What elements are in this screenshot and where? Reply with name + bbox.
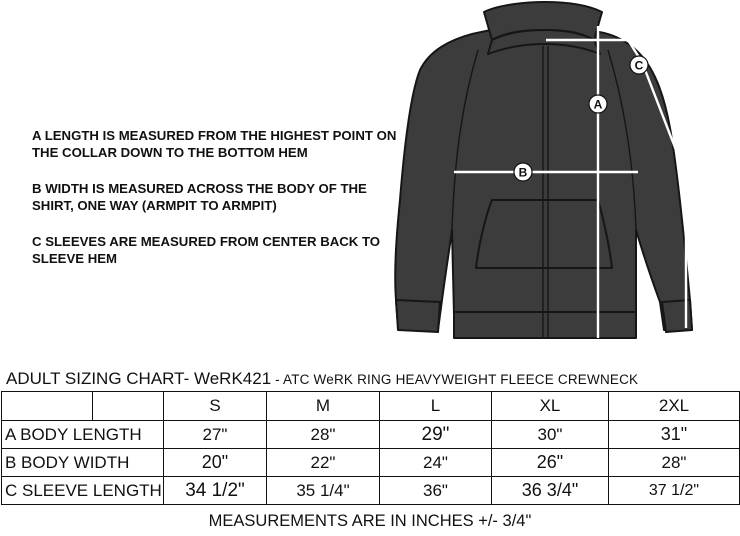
- note-width: B WIDTH IS MEASURED ACROSS THE BODY OF THE SHIRT, ONE WAY (ARMPIT TO ARMPIT): [32, 181, 367, 213]
- table-cell: 29": [380, 421, 492, 449]
- table-row: [2, 477, 740, 505]
- chart-title-main: ADULT SIZING CHART- WeRK421: [6, 369, 272, 388]
- chart-title-product: - ATC WeRK RING HEAVYWEIGHT FLEECE CREWNECK: [271, 372, 639, 387]
- table-cell: 27": [164, 421, 267, 449]
- table-cell: 34 1/2": [164, 477, 267, 505]
- label-c: [630, 56, 648, 74]
- table-cell: 36": [380, 477, 492, 505]
- svg-text:C: C: [634, 58, 644, 73]
- left-cuff: [396, 300, 440, 332]
- table-cell: 31": [609, 421, 740, 449]
- kangaroo-pocket: [476, 200, 612, 268]
- size-header: L: [380, 392, 492, 421]
- size-header: M: [267, 392, 380, 421]
- table-cell: 30": [492, 421, 609, 449]
- table-cell: 22": [267, 449, 380, 477]
- size-header: 2XL: [609, 392, 740, 421]
- measurement-footnote: MEASUREMENTS ARE IN INCHES +/- 3/4": [208, 512, 532, 530]
- hem-band: [454, 312, 636, 338]
- note-sleeve: C SLEEVES ARE MEASURED FROM CENTER BACK TO SLEEVE HEM: [32, 234, 381, 266]
- row-label: C SLEEVE LENGTH: [2, 477, 164, 505]
- size-header-row: [2, 392, 740, 421]
- table-cell: 35 1/4": [267, 477, 380, 505]
- hoodie-diagram: [380, 0, 700, 345]
- label-a: [589, 95, 607, 113]
- table-row: [2, 421, 740, 449]
- svg-text:A: A: [593, 97, 603, 112]
- row-label: B BODY WIDTH: [2, 449, 164, 477]
- sizing-table: [1, 391, 740, 505]
- table-cell: 26": [492, 449, 609, 477]
- size-header: S: [164, 392, 267, 421]
- chart-title: [6, 369, 638, 389]
- svg-text:B: B: [518, 165, 528, 180]
- table-row: [2, 449, 740, 477]
- header-blank-cell: [93, 392, 164, 421]
- table-cell: 24": [380, 449, 492, 477]
- table-cell: 28": [609, 449, 740, 477]
- header-blank-cell: [2, 392, 93, 421]
- size-header: XL: [492, 392, 609, 421]
- row-label: A BODY LENGTH: [2, 421, 164, 449]
- table-cell: 37 1/2": [609, 477, 740, 505]
- table-cell: 36 3/4": [492, 477, 609, 505]
- label-b: [514, 163, 532, 181]
- right-cuff: [662, 300, 692, 332]
- measurement-notes: [32, 128, 402, 287]
- note-length: A LENGTH IS MEASURED FROM THE HIGHEST POINT ON THE COLLAR DOWN TO THE BOTTOM HEM: [32, 128, 397, 160]
- table-cell: 20": [164, 449, 267, 477]
- table-cell: 28": [267, 421, 380, 449]
